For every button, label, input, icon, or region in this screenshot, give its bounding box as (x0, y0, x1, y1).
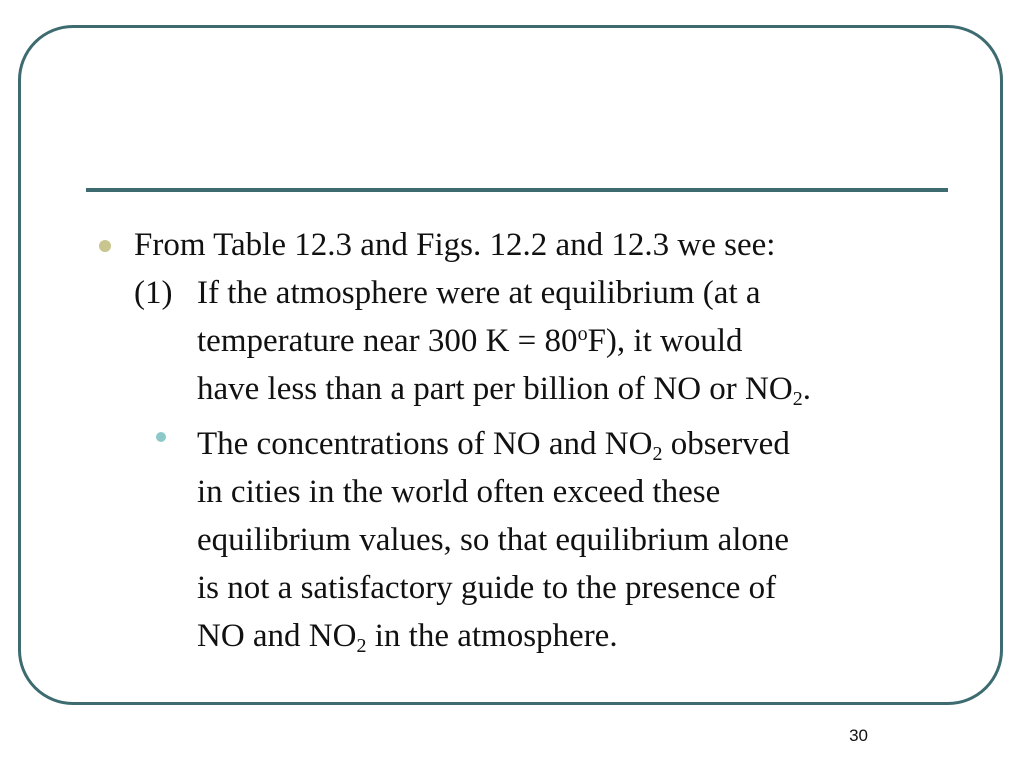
degree-superscript: o (577, 323, 588, 345)
sub-bullet-line-3: equilibrium values, so that equilibrium alone (197, 522, 790, 558)
page-number: 30 (849, 726, 868, 745)
item1-line-2: temperature near 300 $K = 80^oF$), it would (197, 323, 743, 359)
sub-bullet-line-5: NO and $NO_2$ in the atmosphere. (197, 618, 618, 657)
item1-line-1: If the atmosphere were at equilibrium (at a (197, 275, 761, 311)
item-number: (1) (134, 275, 173, 311)
sub-bullet-icon (156, 432, 166, 442)
sub-bullet-line-1: The concentrations of NO and $NO_2$ observed (197, 426, 790, 465)
sub-bullet-line-2: in cities in the world often exceed these (197, 474, 721, 510)
item1-line-3: have less than a part per billion of NO or $NO_2$. (197, 371, 811, 410)
bullet-icon (99, 240, 111, 252)
sub-bullet-line-4: is not a satisfactory guide to the presence of (197, 570, 777, 606)
title-divider (86, 188, 948, 192)
bullet-intro-text: From Table 12.3 and Figs. 12.2 and 12.3 we see: (134, 227, 776, 263)
